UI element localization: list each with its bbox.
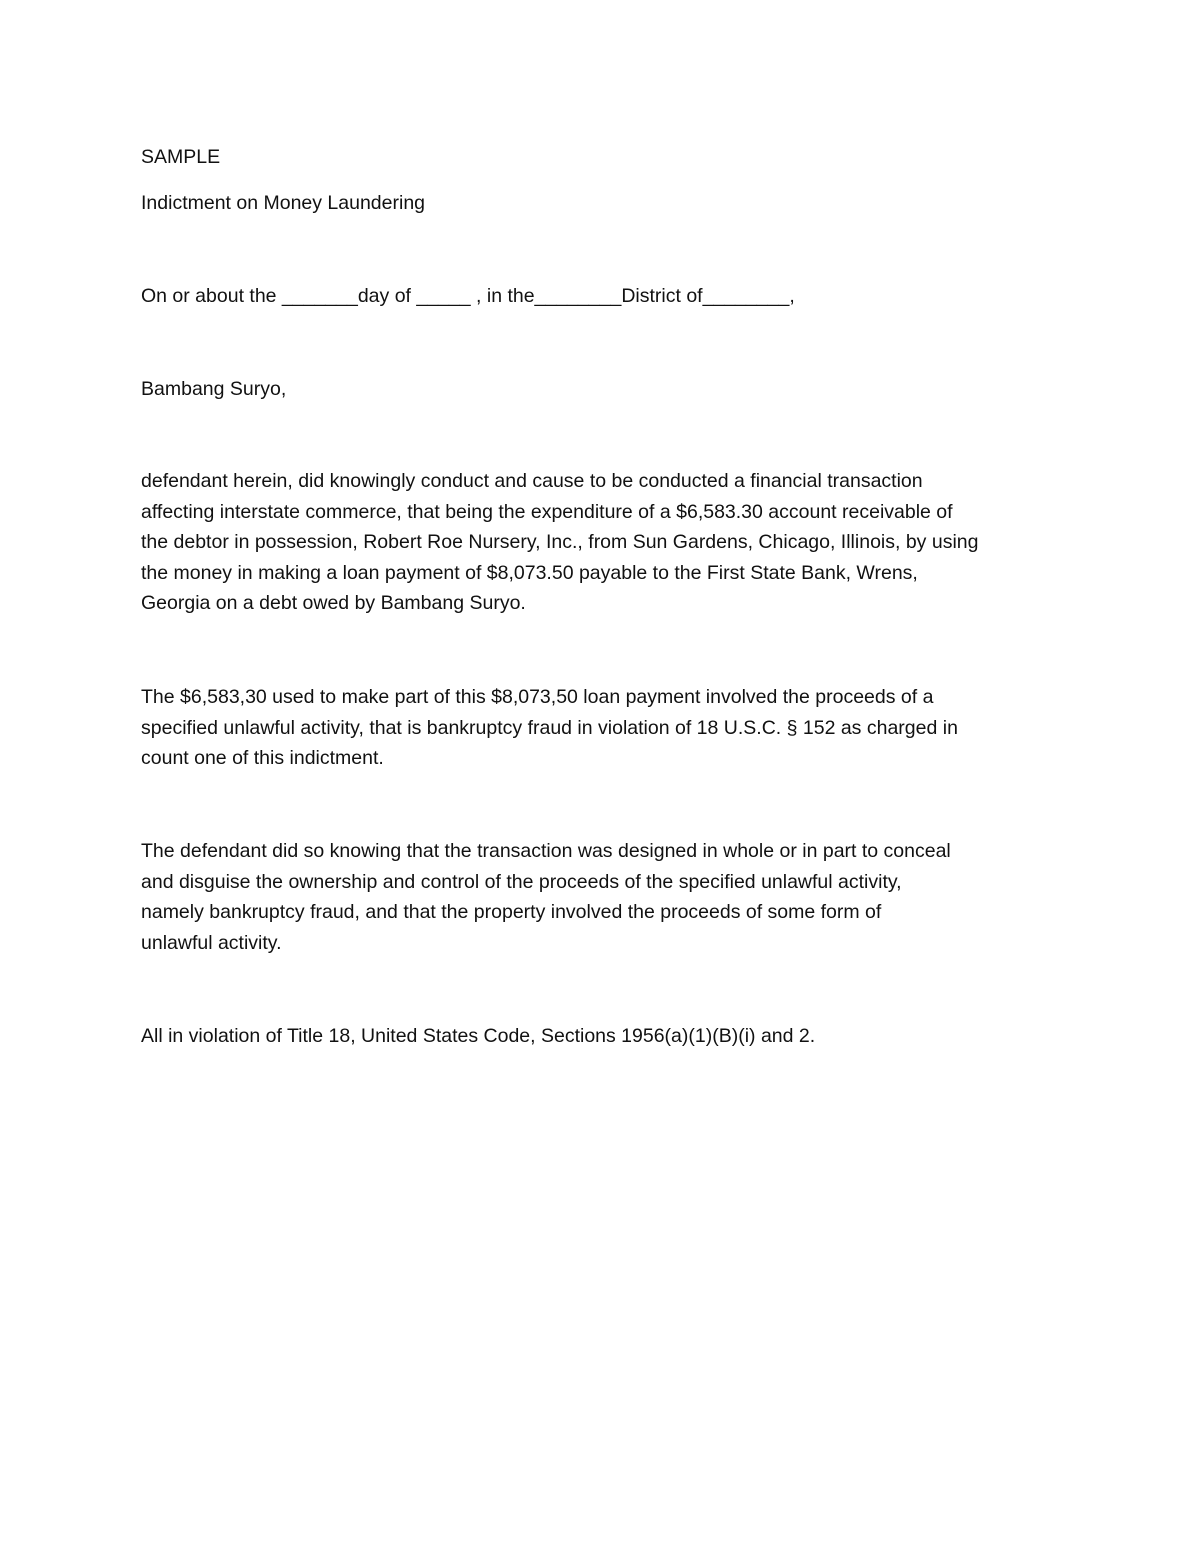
paragraph-line: count one of this indictment. (141, 747, 384, 769)
paragraph-line: namely bankruptcy fraud, and that the property involved the proceeds of some form of (141, 901, 882, 923)
paragraph-line: and disguise the ownership and control of the proceeds of the specified unlawful activity, (141, 870, 902, 893)
closing-statement: All in violation of Title 18, United States Code, Sections 1956(a)(1)(B)(i) and 2. (141, 1025, 816, 1047)
paragraph-line: unlawful activity. (141, 931, 282, 954)
paragraph-line: specified unlawful activity, that is bankruptcy fraud in violation of 18 U.S.C. § 152 as charged in (141, 716, 958, 739)
paragraph-line: Georgia on a debt owed by Bambang Suryo. (141, 592, 526, 614)
sample-label: SAMPLE (141, 146, 221, 168)
paragraph-line: the debtor in possession, Robert Roe Nursery, Inc., from Sun Gardens, Chicago, Illinois, by using (141, 531, 979, 553)
defendant-name: Bambang Suryo, (141, 378, 287, 400)
paragraph-line: affecting interstate commerce, that being the expenditure of a $6,583.30 account receivable of (141, 500, 953, 523)
document-title: Indictment on Money Laundering (141, 192, 426, 214)
paragraph-proceeds (141, 682, 1071, 774)
paragraph-line: The defendant did so knowing that the transaction was designed in whole or in part to conceal (141, 840, 951, 862)
date-line: On or about the _______day of _____ , in the________District of________, (141, 285, 795, 307)
paragraph-line: The $6,583,30 used to make part of this $8,073,50 loan payment involved the proceeds of a (141, 686, 934, 708)
paragraph-line: defendant herein, did knowingly conduct and cause to be conducted a financial transaction (141, 470, 923, 492)
paragraph-intent (141, 836, 1071, 958)
paragraph-transaction (141, 466, 1071, 619)
paragraph-line: the money in making a loan payment of $8,073.50 payable to the First State Bank, Wrens, (141, 561, 918, 584)
